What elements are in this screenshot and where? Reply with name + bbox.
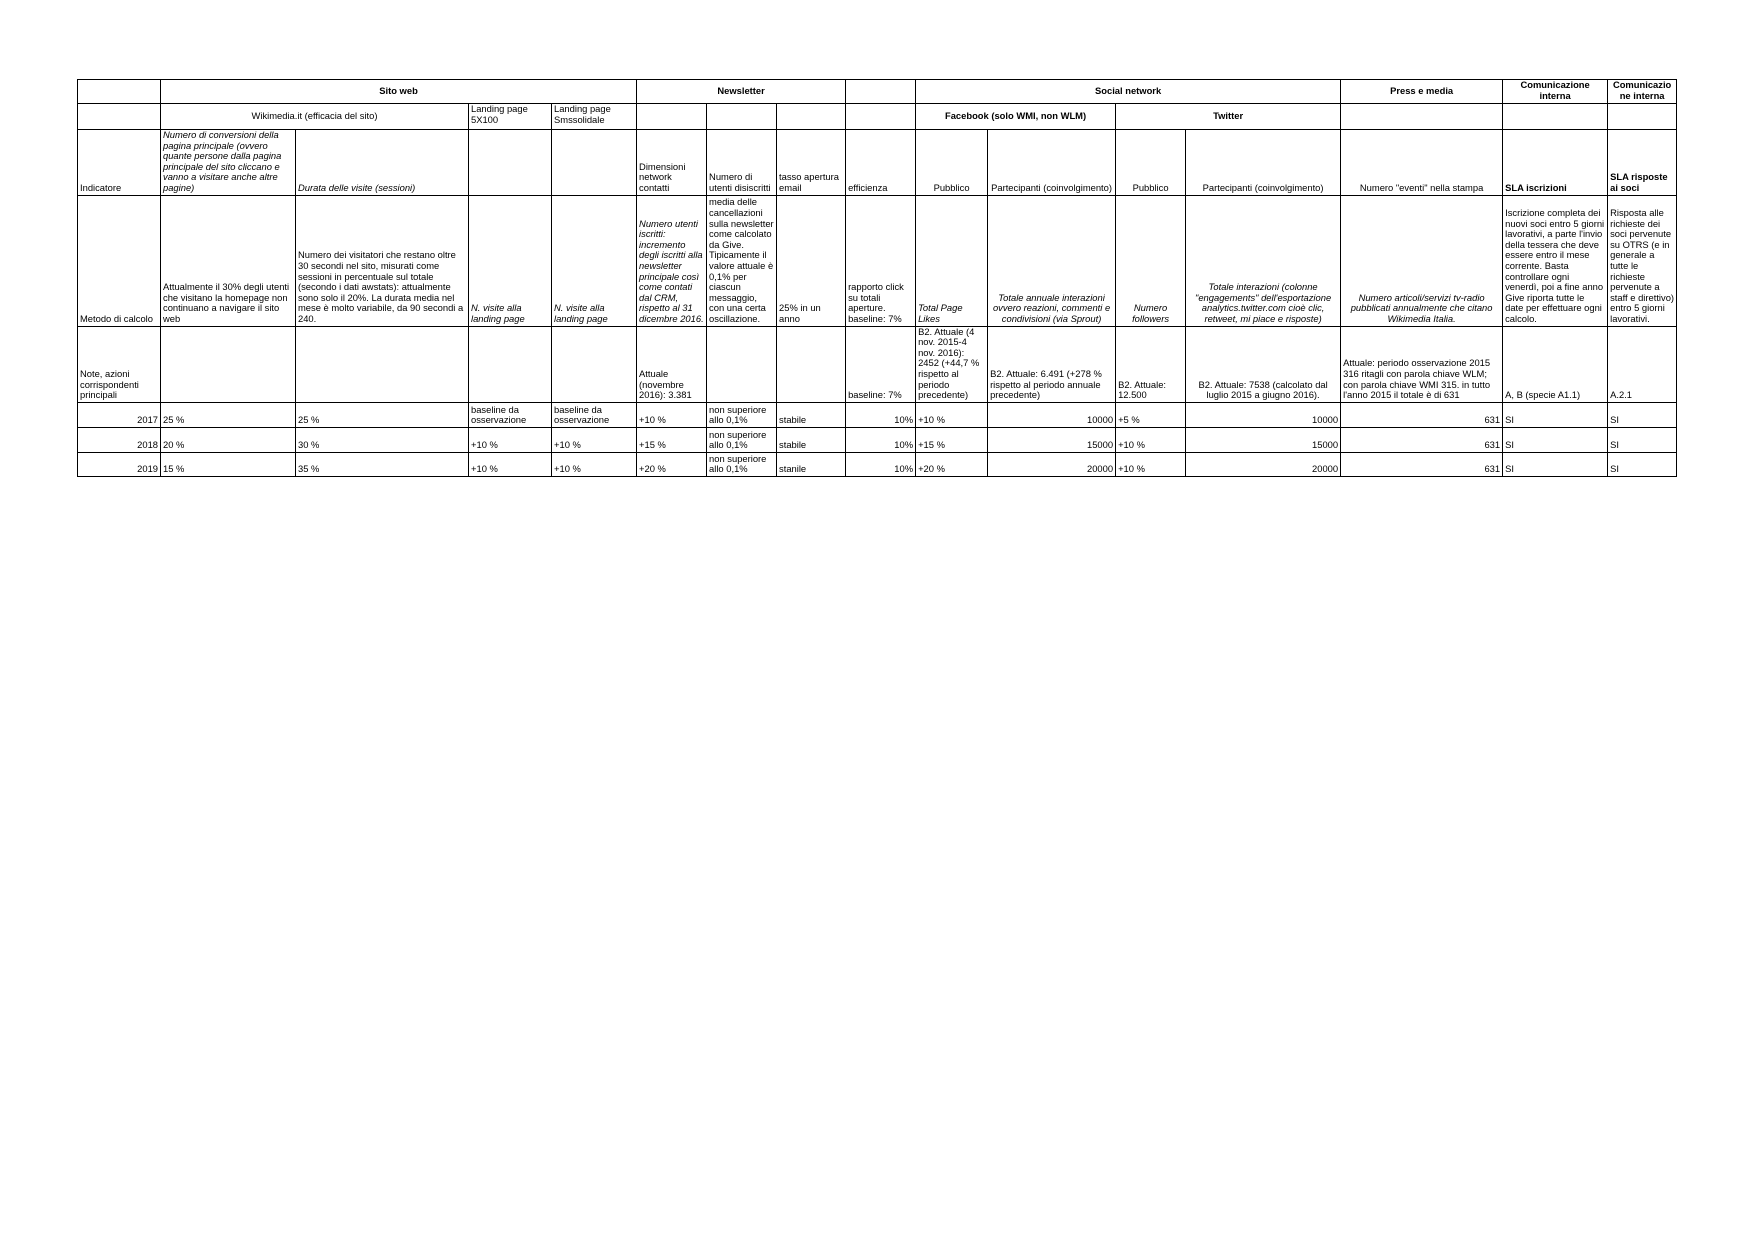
table-cell: Attuale (novembre 2016): 3.381 — [637, 326, 707, 402]
table-cell: Indicatore — [78, 130, 161, 196]
table-cell — [707, 104, 777, 130]
table-cell: SI — [1608, 427, 1677, 452]
table-cell: 15000 — [988, 427, 1116, 452]
table-cell: Comunicazione interna — [1608, 80, 1677, 104]
table-cell: baseline: 7% — [846, 326, 916, 402]
year-row-2018 — [78, 427, 1677, 452]
table-cell — [637, 104, 707, 130]
subsection-header-row — [78, 104, 1677, 130]
table-cell: Landing page 5X100 — [469, 104, 552, 130]
table-cell: +10 % — [637, 402, 707, 427]
table-cell: Totale annuale interazioni ovvero reazioni, commenti e condivisioni (via Sprout) — [988, 195, 1116, 326]
table-cell: Social network — [916, 80, 1341, 104]
table-cell: 10000 — [1186, 402, 1341, 427]
table-cell: 10% — [846, 427, 916, 452]
table-cell: Comunicazione interna — [1503, 80, 1608, 104]
table-cell: Dimensioni network contatti — [637, 130, 707, 196]
table-cell: Partecipanti (coinvolgimento) — [1186, 130, 1341, 196]
table-cell: Pubblico — [916, 130, 988, 196]
table-cell — [469, 326, 552, 402]
table-cell: non superiore allo 0,1% — [707, 452, 777, 476]
table-cell: 15 % — [161, 452, 296, 476]
table-cell: +10 % — [916, 402, 988, 427]
table-cell — [78, 80, 161, 104]
table-cell: Numero "eventi" nella stampa — [1341, 130, 1503, 196]
table-cell: Total Page Likes — [916, 195, 988, 326]
table-cell: +5 % — [1116, 402, 1186, 427]
table-cell: 20000 — [988, 452, 1116, 476]
table-cell: 20000 — [1186, 452, 1341, 476]
table-cell: Attualmente il 30% degli utenti che visitano la homepage non continuano a navigare il sito web — [161, 195, 296, 326]
table-cell: Numero di conversioni della pagina principale (ovvero quante persone dalla pagina principale del sito cliccano e vanno a visitare anche altre pagine) — [161, 130, 296, 196]
table-cell — [78, 104, 161, 130]
year-row-2019 — [78, 452, 1677, 476]
table-cell: B2. Attuale: 12.500 — [1116, 326, 1186, 402]
table-cell: SLA risposte ai soci — [1608, 130, 1677, 196]
table-cell: Numero utenti iscritti: incremento degli iscritti alla newsletter principale così come contati dal CRM, rispetto al 31 dicembre 2016. — [637, 195, 707, 326]
table-cell: 25 % — [296, 402, 469, 427]
table-cell: A, B (specie A1.1) — [1503, 326, 1608, 402]
table-cell: 2018 — [78, 427, 161, 452]
table-cell: tasso apertura email — [777, 130, 846, 196]
table-cell: stanile — [777, 452, 846, 476]
kpi-table — [77, 79, 1677, 477]
table-cell: +15 % — [916, 427, 988, 452]
table-cell — [552, 130, 637, 196]
indicator-row — [78, 130, 1677, 196]
table-cell: 631 — [1341, 402, 1503, 427]
table-cell: non superiore allo 0,1% — [707, 427, 777, 452]
table-cell: SI — [1608, 402, 1677, 427]
table-cell: SI — [1503, 452, 1608, 476]
table-cell: Risposta alle richieste dei soci pervenute su OTRS (e in generale a tutte le richieste pervenute a staff e direttivo) entro 5 giorni lavorativi. — [1608, 195, 1677, 326]
table-cell: 20 % — [161, 427, 296, 452]
table-cell: non superiore allo 0,1% — [707, 402, 777, 427]
table-cell: stabile — [777, 402, 846, 427]
table-cell: Pubblico — [1116, 130, 1186, 196]
table-cell: efficienza — [846, 130, 916, 196]
table-cell: +20 % — [637, 452, 707, 476]
table-cell: +10 % — [469, 427, 552, 452]
table-cell: N. visite alla landing page — [469, 195, 552, 326]
table-cell — [707, 326, 777, 402]
table-cell: B2. Attuale: 6.491 (+278 % rispetto al periodo annuale precedente) — [988, 326, 1116, 402]
table-cell: Wikimedia.it (efficacia del sito) — [161, 104, 469, 130]
notes-row — [78, 326, 1677, 402]
table-cell — [777, 326, 846, 402]
table-cell: +10 % — [552, 427, 637, 452]
table-cell: Numero followers — [1116, 195, 1186, 326]
table-cell: rapporto click su totali aperture. baseline: 7% — [846, 195, 916, 326]
table-cell: SI — [1503, 402, 1608, 427]
table-cell: Facebook (solo WMI, non WLM) — [916, 104, 1116, 130]
table-cell — [1503, 104, 1608, 130]
table-cell — [161, 326, 296, 402]
table-cell — [846, 104, 916, 130]
table-cell: 631 — [1341, 452, 1503, 476]
year-row-2017 — [78, 402, 1677, 427]
table-cell: Partecipanti (coinvolgimento) — [988, 130, 1116, 196]
table-cell: Twitter — [1116, 104, 1341, 130]
table-cell: 631 — [1341, 427, 1503, 452]
table-cell: A.2.1 — [1608, 326, 1677, 402]
table-cell: +10 % — [1116, 452, 1186, 476]
table-cell: baseline da osservazione — [552, 402, 637, 427]
table-cell: 2019 — [78, 452, 161, 476]
table-cell — [1608, 104, 1677, 130]
table-cell: B2. Attuale: 7538 (calcolato dal luglio 2015 a giugno 2016). — [1186, 326, 1341, 402]
section-header-row — [78, 80, 1677, 104]
table-cell: SI — [1608, 452, 1677, 476]
table-cell: +20 % — [916, 452, 988, 476]
table-cell: Iscrizione completa dei nuovi soci entro 5 giorni lavorativi, a parte l'invio della tessera che deve essere entro il mese corrente. Basta controllare ogni venerdì, poi a fine anno Give riporta tutte le date per effettuare ogni calcolo. — [1503, 195, 1608, 326]
table-cell: Metodo di calcolo — [78, 195, 161, 326]
table-cell: 25% in un anno — [777, 195, 846, 326]
table-cell: Numero di utenti disiscritti — [707, 130, 777, 196]
table-cell: SI — [1503, 427, 1608, 452]
table-cell — [846, 80, 916, 104]
table-cell: Totale interazioni (colonne "engagements" dell'esportazione analytics.twitter.com cioè clic, retweet, mi piace e risposte) — [1186, 195, 1341, 326]
table-cell: 2017 — [78, 402, 161, 427]
table-cell — [777, 104, 846, 130]
table-cell: stabile — [777, 427, 846, 452]
table-cell: Durata delle visite (sessioni) — [296, 130, 469, 196]
table-cell: N. visite alla landing page — [552, 195, 637, 326]
table-cell: Numero dei visitatori che restano oltre 30 secondi nel sito, misurati come sessioni in percentuale sul totale (secondo i dati awstats): attualmente sono solo il 20%. La durata media nel mese è molto variabile, da 90 secondi a 240. — [296, 195, 469, 326]
table-cell: baseline da osservazione — [469, 402, 552, 427]
table-cell: 30 % — [296, 427, 469, 452]
table-cell: 15000 — [1186, 427, 1341, 452]
table-cell: +15 % — [637, 427, 707, 452]
table-cell: 25 % — [161, 402, 296, 427]
table-cell: 35 % — [296, 452, 469, 476]
table-cell: Newsletter — [637, 80, 846, 104]
table-cell — [552, 326, 637, 402]
calculation-method-row — [78, 195, 1677, 326]
table-cell — [1341, 104, 1503, 130]
table-cell: +10 % — [552, 452, 637, 476]
table-cell — [296, 326, 469, 402]
table-cell: Sito web — [161, 80, 637, 104]
table-cell: 10% — [846, 452, 916, 476]
table-cell: Landing page Smssolidale — [552, 104, 637, 130]
table-cell: +10 % — [469, 452, 552, 476]
table-cell: Note, azioni corrispondenti principali — [78, 326, 161, 402]
table-cell: +10 % — [1116, 427, 1186, 452]
table-cell: Press e media — [1341, 80, 1503, 104]
table-cell: B2. Attuale (4 nov. 2015-4 nov. 2016): 2452 (+44,7 % rispetto al periodo precedente) — [916, 326, 988, 402]
table-cell: 10000 — [988, 402, 1116, 427]
table-cell: SLA iscrizioni — [1503, 130, 1608, 196]
table-cell: 10% — [846, 402, 916, 427]
table-cell: Numero articoli/servizi tv-radio pubblicati annualmente che citano Wikimedia Italia. — [1341, 195, 1503, 326]
table-cell — [469, 130, 552, 196]
table-cell: Attuale: periodo osservazione 2015 316 ritagli con parola chiave WLM; con parola chiave WMI 315. in tutto l'anno 2015 il totale è di 631 — [1341, 326, 1503, 402]
table-cell: media delle cancellazioni sulla newsletter come calcolato da Give. Tipicamente il valore attuale è 0,1% per ciascun messaggio, con una certa oscillazione. — [707, 195, 777, 326]
